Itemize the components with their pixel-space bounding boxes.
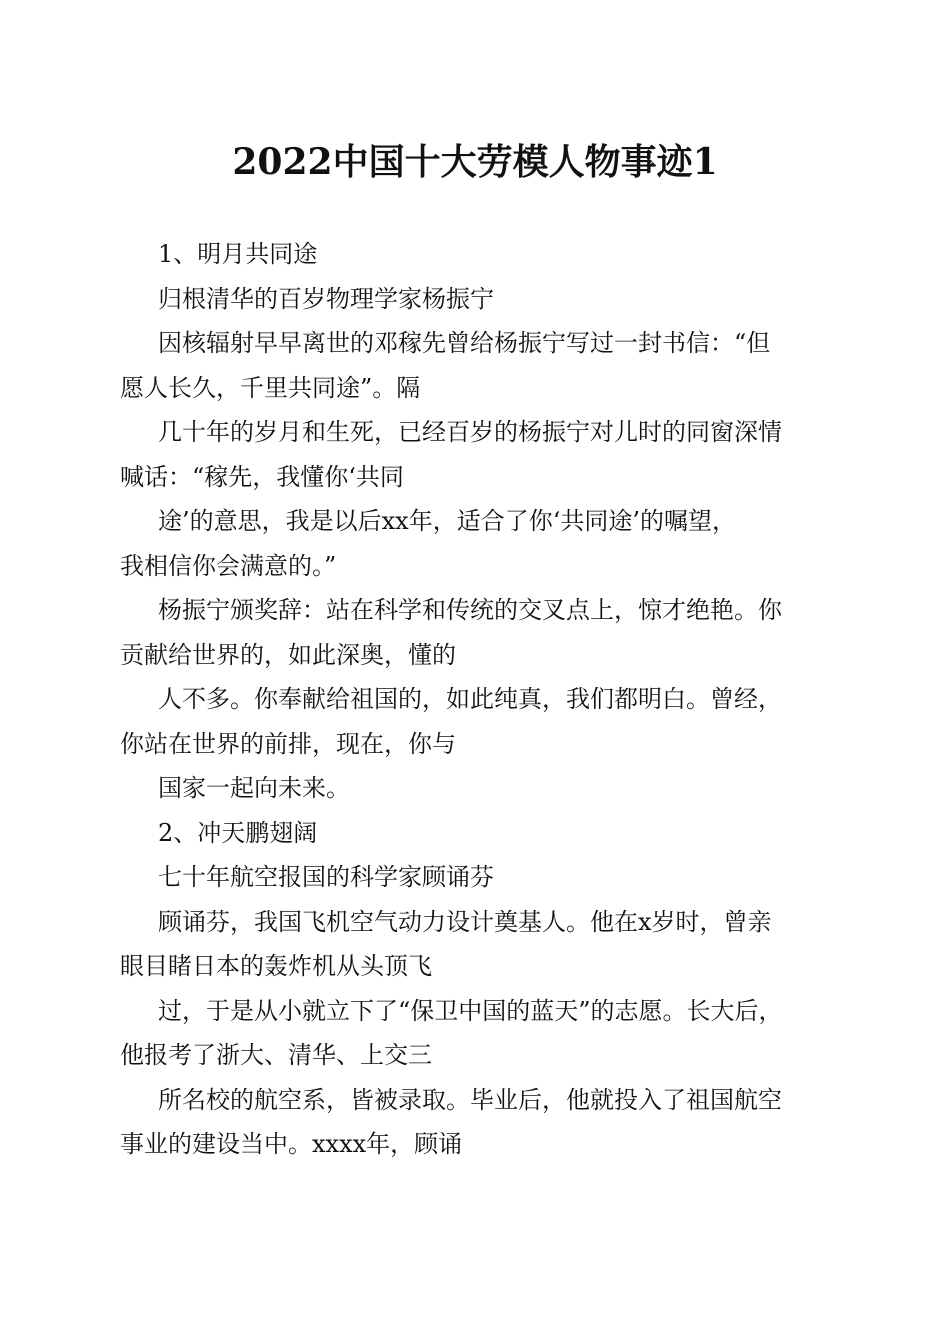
paragraph-line: 国家一起向未来。 <box>158 774 350 802</box>
subheading: 归根清华的百岁物理学家杨振宁 <box>158 284 494 313</box>
paragraph-line: 贡献给世界的，如此深奥，懂的 <box>120 640 456 669</box>
section-heading: 1、明月共同途 <box>158 240 318 268</box>
paragraph-line: 顾诵芬，我国飞机空气动力设计奠基人。他在x岁时，曾亲 <box>158 907 772 936</box>
document-title: 2022中国十大劳模人物事迹1 <box>232 141 718 183</box>
paragraph-line: 所名校的航空系，皆被录取。毕业后，他就投入了祖国航空 <box>158 1085 782 1114</box>
subheading: 七十年航空报国的科学家顾诵芬 <box>158 863 494 891</box>
paragraph-line: 途’的意思，我是以后xx年，适合了你‘共同途’的嘱望， <box>158 507 736 535</box>
paragraph-line: 你站在世界的前排，现在，你与 <box>120 729 456 758</box>
paragraph-line: 几十年的岁月和生死，已经百岁的杨振宁对儿时的同窗深情 <box>158 418 782 446</box>
section-heading: 2、冲天鹏翅阔 <box>158 818 318 847</box>
paragraph-line: 过，于是从小就立下了“保卫中国的蓝天”的志愿。长大后， <box>158 996 783 1025</box>
paragraph-line: 事业的建设当中。xxxx年，顾诵 <box>120 1130 463 1158</box>
paragraph-line: 喊话：“稼先，我懂你‘共同 <box>120 462 404 491</box>
paragraph-line: 因核辐射早早离世的邓稼先曾给杨振宁写过一封书信：“但 <box>158 329 771 357</box>
paragraph-line: 眼目睹日本的轰炸机从头顶飞 <box>120 952 432 980</box>
paragraph-line: 人不多。你奉献给祖国的，如此纯真，我们都明白。曾经， <box>158 685 782 713</box>
paragraph-line: 我相信你会满意的。” <box>120 551 337 580</box>
paragraph-line: 杨振宁颁奖辞：站在科学和传统的交叉点上，惊才绝艳。你 <box>158 596 782 624</box>
paragraph-line: 愿人长久，千里共同途”。隔 <box>120 373 421 402</box>
paragraph-line: 他报考了浙大、清华、上交三 <box>120 1041 432 1069</box>
document-body <box>120 232 840 1167</box>
